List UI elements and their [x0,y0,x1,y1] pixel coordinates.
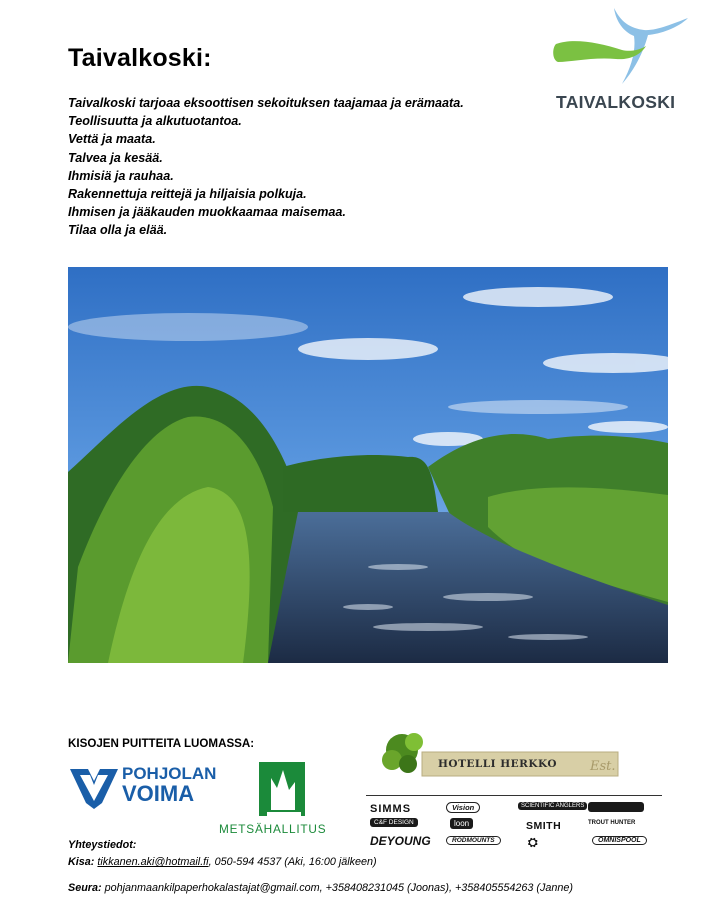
fish-icon [588,802,644,812]
contacts-label: Yhteystiedot: [68,839,137,851]
intro-line: Vettä ja maata. [68,132,156,147]
river-landscape-photo [68,267,668,663]
svg-text:Est.: Est. [590,759,616,774]
intro-line: Ihmisiä ja rauhaa. [68,168,174,183]
hotelli-herkko-logo-icon [372,728,622,784]
seura-details: pohjanmaankilpaperhokalastajat@gmail.com, +358408231045 (Joonas), +358405554263 (Janne) [101,882,573,894]
pv-line1: POHJOLAN [122,764,217,783]
logo-wordmark: TAIVALKOSKI [556,92,676,112]
kisa-email-link[interactable]: tikkanen.aki@hotmail.fi [97,856,209,868]
contact-kisa [68,856,377,868]
brand-simms: SIMMS [370,803,412,815]
intro-line: Teollisuutta ja alkutuotantoa. [68,114,242,129]
kisa-label: Kisa: [68,856,95,868]
brand-loon: loon [450,818,473,829]
pohjolan-voima-wordmark [122,764,216,804]
intro-line: Talvea ja kesää. [68,150,163,165]
sponsors-heading: KISOJEN PUITTEITA LUOMASSA: [68,737,255,750]
brand-logos-strip [366,795,662,852]
brand-trout-hunter: TROUT HUNTER [588,820,636,826]
brand-omnispool: OMNISPOOL [592,836,647,845]
pv-line2: VOIMA [122,781,195,806]
metsahallitus-wordmark: METSÄHALLITUS [219,822,327,836]
seura-label: Seura: [68,882,102,894]
kisa-details: , 050-594 4537 (Aki, 16:00 jälkeen) [208,856,377,868]
brand-cf-design: C&F DESIGN [370,818,418,827]
page-title: Taivalkoski: [68,44,212,72]
intro-line: Ihmisen ja jääkauden muokkaamaa maisemaa. [68,205,346,220]
badge-icon: ⛭ [528,835,538,849]
brand-smith: SMITH [526,820,562,832]
intro-text [68,94,538,240]
brand-scientific-anglers: SCIENTIFIC ANGLERS [518,802,587,810]
intro-line: Rakennettuja reittejä ja hiljaisia polkuja. [68,187,307,202]
intro-line: Taivalkoski tarjoaa eksoottisen sekoituksen taajamaa ja erämaata. [68,96,464,110]
contact-seura [68,882,573,894]
brand-vision: Vision [446,802,480,813]
brand-rodmounts: RODMOUNTS [446,836,501,845]
intro-line: Tilaa olla ja elää. [68,223,168,238]
brand-deyoung: DEYOUNG [370,834,431,848]
hotelli-herkko-wordmark: HOTELLI HERKKO [438,758,557,770]
